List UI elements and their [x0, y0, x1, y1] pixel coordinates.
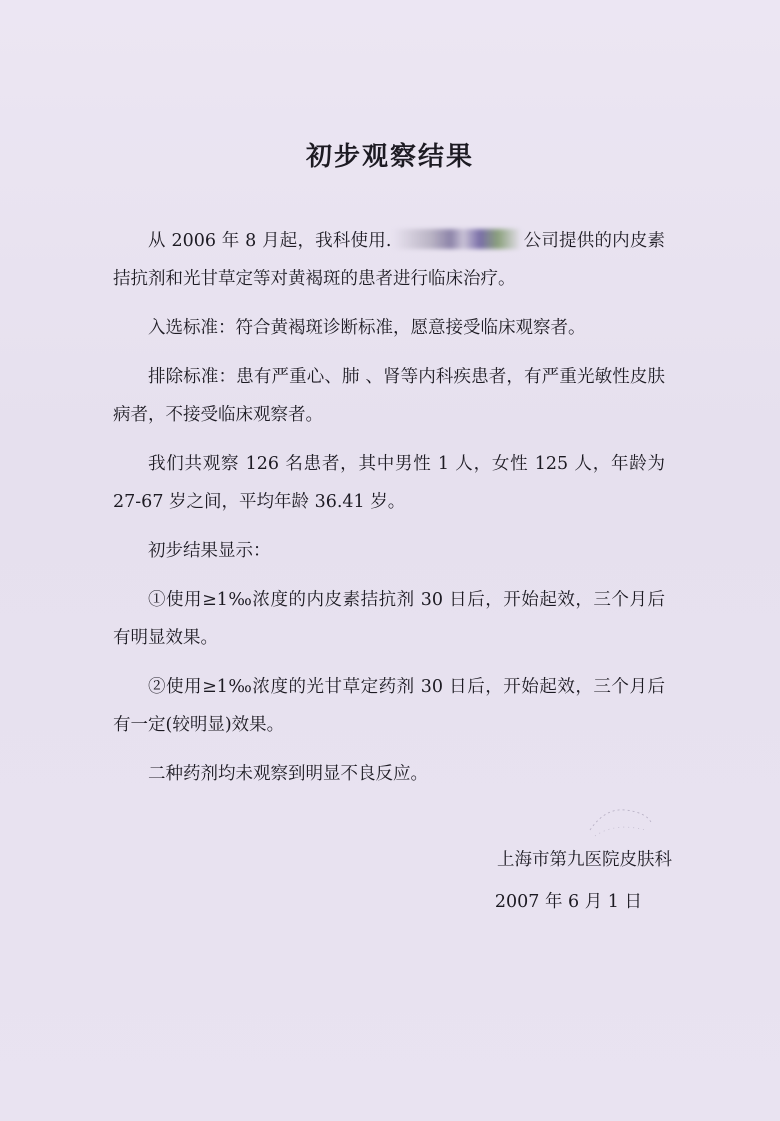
signature-organization: 上海市第九医院皮肤科 [497, 850, 672, 870]
document-body [113, 222, 665, 804]
faint-stamp-mark [585, 800, 655, 840]
paragraph-result-2: ②使用≥1‰浓度的光甘草定药剂 30 日后，开始起效，三个月后有一定(较明显)效果。 [113, 677, 665, 735]
document-title: 初步观察结果 [305, 142, 474, 172]
signature-date: 2007 年 6 月 1 日 [494, 892, 642, 912]
paragraph-adverse-reactions: 二种药剂均未观察到明显不良反应。 [148, 764, 428, 784]
paragraph-exclusion-criteria: 排除标准：患有严重心、肺 、肾等内科疾患者，有严重光敏性皮肤病者，不接受临床观察者。 [113, 367, 665, 425]
paragraph-patients: 我们共观察 126 名患者，其中男性 1 人，女性 125 人，年龄为 27-67 岁之间，平均年龄 36.41 岁。 [113, 454, 665, 512]
paragraph-inclusion-criteria: 入选标准：符合黄褐斑诊断标准，愿意接受临床观察者。 [148, 318, 586, 338]
intro-text-end: 公司提供的内皮素拮抗剂和光甘草定等对黄褐斑的患者进行临床治疗。 [113, 231, 666, 289]
redacted-company-name [393, 229, 521, 249]
paragraph-result-1: ①使用≥1‰浓度的内皮素拮抗剂 30 日后，开始起效，三个月后有明显效果。 [113, 590, 665, 648]
paragraph-results-heading: 初步结果显示： [148, 541, 271, 561]
paragraph-intro [113, 222, 665, 298]
intro-text-start: 从 2006 年 8 月起，我科使用. [148, 231, 392, 251]
